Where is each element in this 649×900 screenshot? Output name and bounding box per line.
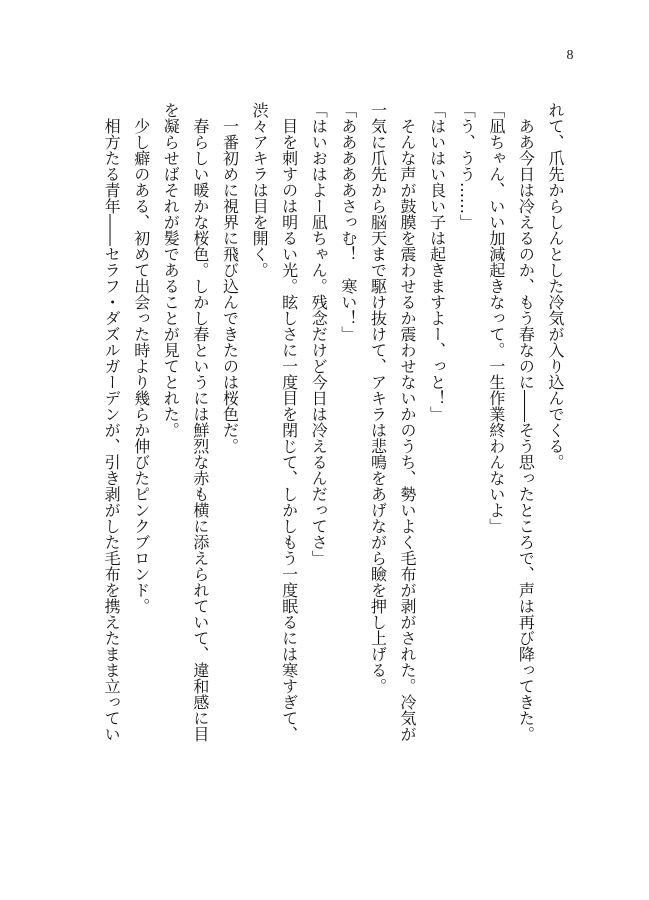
text-line: そんな声が鼓膜を震わせるか震わせないかのうち、勢いよく毛布が剥がされた。冷気が	[398, 102, 418, 742]
text-line: 「凪ちゃん、いい加減起きなって。一生作業終わんないよ」	[486, 102, 506, 534]
text-line: 「はいはい良い子は起きますよー、っと！」	[427, 102, 447, 422]
text-line: 一気に爪先から脳天まで駆け抜けて、アキラは悲鳴をあげながら瞼を押し上げる。	[368, 102, 388, 694]
text-line: 相方たる青年――セラフ・ダズルガーデンが、引き剥がした毛布を携えたまま立ってい	[102, 102, 122, 742]
text-line: を凝らせばそれが髪であることが見てとれた。	[161, 102, 181, 438]
text-line: 渋々アキラは目を開く。	[250, 102, 270, 278]
text-line: 「はいおはよー凪ちゃん。残念だけど今日は冷えるんだってさ」	[309, 102, 329, 566]
text-line: 「う、うう……」	[457, 102, 477, 230]
text-line: ああ今日は冷えるのか、もう春なのに――そう思ったところで、声は再び降ってきた。	[516, 102, 536, 742]
text-line: 「あああああさっむ！ 寒い！」	[338, 102, 358, 342]
page-number: 8	[566, 48, 574, 63]
novel-body-text	[102, 102, 570, 814]
text-line: 目を刺すのは明るい光。眩しさに一度目を閉じて、しかしもう一度眠るには寒すぎて、	[279, 102, 299, 742]
text-line: 少し癖のある、初めて出会った時より幾らか伸びたピンクブロンド。	[131, 102, 151, 614]
text-line: 一番初めに視界に飛び込んできたのは桜色だ。	[220, 102, 240, 454]
text-line: れて、爪先からしんとした冷気が入り込んでくる。	[546, 102, 565, 470]
text-line: 春らしい暖かな桜色。しかし春というには鮮烈な赤も横に添えられていて、違和感に目	[190, 102, 210, 742]
